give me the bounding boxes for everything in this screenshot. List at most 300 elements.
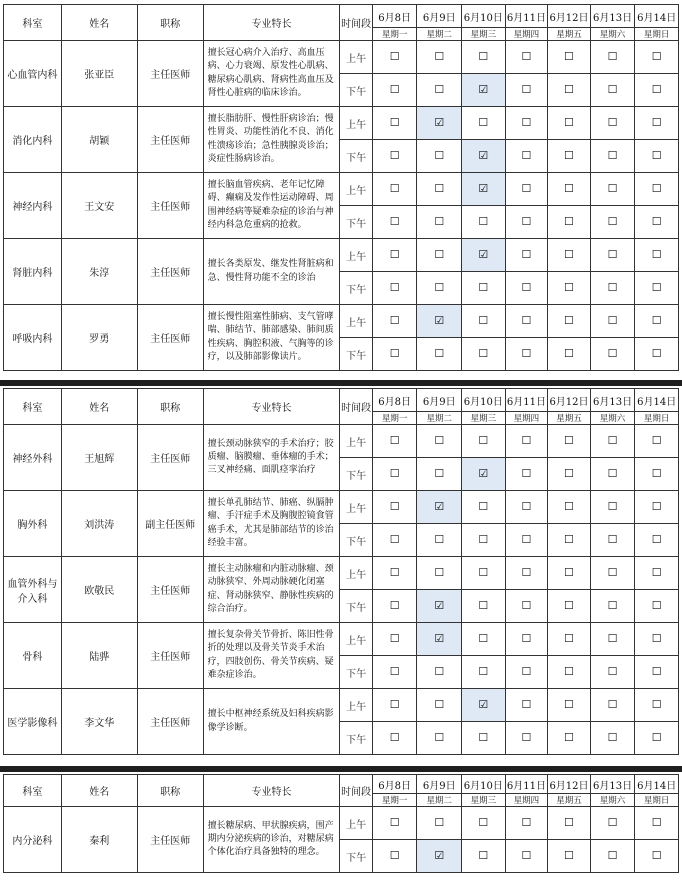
checkbox-icon[interactable]: ☐ <box>389 50 400 63</box>
slot-cell <box>462 722 506 755</box>
doctor-title: 主任医师 <box>137 689 203 755</box>
checkbox-icon[interactable]: ☐ <box>478 500 489 513</box>
checkbox-icon[interactable]: ☐ <box>564 149 574 162</box>
table-row <box>4 689 679 722</box>
slot-cell <box>372 239 417 272</box>
slot-cell <box>590 173 635 206</box>
checkbox-icon[interactable]: ☐ <box>521 731 532 744</box>
checked-checkbox-icon[interactable]: ☑ <box>478 248 489 261</box>
checkbox-icon[interactable]: ☐ <box>607 182 618 195</box>
slot-cell <box>635 840 679 873</box>
table-row <box>4 491 679 524</box>
checkbox-icon[interactable]: ☐ <box>521 116 532 129</box>
slot-cell <box>635 689 679 722</box>
checkbox-icon[interactable]: ☐ <box>564 500 574 513</box>
slot-cell <box>590 623 635 656</box>
slot-cell <box>372 41 417 74</box>
weekday-header: 星期四 <box>505 28 548 41</box>
dept-cell: 神经内科 <box>4 173 62 239</box>
dept-cell: 血管外科与介入科 <box>4 557 62 623</box>
checked-checkbox-icon[interactable]: ☑ <box>434 314 445 327</box>
checkbox-icon[interactable]: ☐ <box>651 83 662 96</box>
checkbox-icon[interactable]: ☐ <box>521 434 532 447</box>
time-slot-label: 上午 <box>340 173 372 206</box>
date-header: 6月10日 <box>462 775 506 794</box>
checkbox-icon[interactable]: ☐ <box>651 731 662 744</box>
checkbox-icon[interactable]: ☐ <box>564 566 574 579</box>
checkbox-icon[interactable]: ☐ <box>478 281 489 294</box>
slot-cell <box>590 140 635 173</box>
doctor-title: 主任医师 <box>137 239 203 305</box>
checkbox-icon[interactable]: ☐ <box>607 248 618 261</box>
slot-cell <box>590 74 635 107</box>
checkbox-icon[interactable]: ☐ <box>607 83 618 96</box>
checked-checkbox-icon[interactable]: ☑ <box>478 698 489 711</box>
checkbox-icon[interactable]: ☐ <box>564 347 574 360</box>
checked-checkbox-icon[interactable]: ☑ <box>478 182 489 195</box>
slot-cell <box>417 722 462 755</box>
weekday-header: 星期二 <box>417 794 462 807</box>
slot-cell <box>372 491 417 524</box>
checkbox-icon[interactable]: ☐ <box>521 83 532 96</box>
checkbox-icon[interactable]: ☐ <box>478 849 489 862</box>
checkbox-icon[interactable]: ☐ <box>521 816 532 829</box>
slot-cell <box>635 338 679 371</box>
specialty-text: 擅长各类原发、继发性肾脏病和急、慢性肾功能不全的诊治 <box>203 239 340 305</box>
checkbox-icon[interactable]: ☐ <box>651 182 662 195</box>
slot-cell <box>590 239 635 272</box>
checkbox-icon[interactable]: ☐ <box>651 434 662 447</box>
specialty-text: 擅长复杂骨关节骨折、陈旧性骨折的处理以及骨关节炎手术治疗，四肢创伤、骨关节疾病、疑难杂症诊治。 <box>203 623 340 689</box>
checkbox-icon[interactable]: ☐ <box>389 467 400 480</box>
checkbox-icon[interactable]: ☐ <box>607 849 618 862</box>
checkbox-icon[interactable]: ☐ <box>651 149 662 162</box>
slot-cell <box>417 491 462 524</box>
checkbox-icon[interactable]: ☐ <box>434 698 445 711</box>
slot-cell <box>635 524 679 557</box>
checkbox-icon[interactable]: ☐ <box>389 116 400 129</box>
checkbox-icon[interactable]: ☐ <box>389 665 400 678</box>
checked-checkbox-icon[interactable]: ☑ <box>434 632 445 645</box>
time-header: 时间段 <box>340 775 372 807</box>
checkbox-icon[interactable]: ☐ <box>521 215 532 228</box>
slot-cell <box>505 722 548 755</box>
slot-cell <box>635 623 679 656</box>
checkbox-icon[interactable]: ☐ <box>607 698 618 711</box>
checkbox-icon[interactable]: ☐ <box>564 182 574 195</box>
checkbox-icon[interactable]: ☐ <box>389 215 400 228</box>
slot-cell <box>590 656 635 689</box>
doctor-name: 秦利 <box>61 807 137 873</box>
checkbox-icon[interactable]: ☐ <box>521 665 532 678</box>
slot-cell <box>590 107 635 140</box>
slot-cell <box>372 425 417 458</box>
checked-checkbox-icon[interactable]: ☑ <box>434 500 445 513</box>
slot-cell <box>635 74 679 107</box>
weekday-header: 星期六 <box>590 28 635 41</box>
slot-cell <box>635 491 679 524</box>
checkbox-icon[interactable]: ☐ <box>564 599 574 612</box>
slot-cell <box>548 840 591 873</box>
weekday-header: 星期四 <box>505 412 548 425</box>
weekday-header: 星期三 <box>462 794 506 807</box>
name-header: 姓名 <box>61 389 137 425</box>
header-row <box>4 5 679 28</box>
checkbox-icon[interactable]: ☐ <box>521 566 532 579</box>
checkbox-icon[interactable]: ☐ <box>607 50 618 63</box>
checkbox-icon[interactable]: ☐ <box>434 248 445 261</box>
slot-cell <box>372 689 417 722</box>
date-header: 6月11日 <box>505 389 548 412</box>
slot-cell <box>505 590 548 623</box>
slot-cell <box>462 656 506 689</box>
doctor-name: 胡颖 <box>61 107 137 173</box>
checkbox-icon[interactable]: ☐ <box>607 347 618 360</box>
checkbox-icon[interactable]: ☐ <box>389 533 400 546</box>
checkbox-icon[interactable]: ☐ <box>389 632 400 645</box>
slot-cell <box>372 338 417 371</box>
checkbox-icon[interactable]: ☐ <box>521 500 532 513</box>
checkbox-icon[interactable]: ☐ <box>389 566 400 579</box>
slot-cell <box>417 807 462 840</box>
checkbox-icon[interactable]: ☐ <box>389 816 400 829</box>
header-row <box>4 775 679 794</box>
checkbox-icon[interactable]: ☐ <box>607 215 618 228</box>
checkbox-icon[interactable]: ☐ <box>651 849 662 862</box>
slot-cell <box>417 41 462 74</box>
slot-cell <box>417 239 462 272</box>
slot-cell <box>548 41 591 74</box>
checkbox-icon[interactable]: ☐ <box>434 533 445 546</box>
slot-cell <box>548 272 591 305</box>
slot-cell <box>505 623 548 656</box>
checkbox-icon[interactable]: ☐ <box>564 248 574 261</box>
table-row <box>4 305 679 338</box>
checkbox-icon[interactable]: ☐ <box>651 116 662 129</box>
name-header: 姓名 <box>61 775 137 807</box>
slot-cell <box>505 41 548 74</box>
checkbox-icon[interactable]: ☐ <box>478 347 489 360</box>
weekday-header: 星期一 <box>372 28 417 41</box>
slot-cell <box>505 206 548 239</box>
time-slot-label: 下午 <box>340 524 372 557</box>
weekday-header: 星期二 <box>417 28 462 41</box>
slot-cell <box>462 590 506 623</box>
checkbox-icon[interactable]: ☐ <box>434 50 445 63</box>
slot-cell <box>590 491 635 524</box>
slot-cell <box>417 338 462 371</box>
slot-cell <box>462 239 506 272</box>
slot-cell <box>635 173 679 206</box>
slot-cell <box>372 107 417 140</box>
checkbox-icon[interactable]: ☐ <box>521 50 532 63</box>
slot-cell <box>590 840 635 873</box>
slot-cell <box>590 689 635 722</box>
checkbox-icon[interactable]: ☐ <box>651 816 662 829</box>
time-slot-label: 下午 <box>340 338 372 371</box>
checkbox-icon[interactable]: ☐ <box>651 599 662 612</box>
checkbox-icon[interactable]: ☐ <box>564 281 574 294</box>
checkbox-icon[interactable]: ☐ <box>521 182 532 195</box>
date-header: 6月8日 <box>372 389 417 412</box>
doctor-title: 主任医师 <box>137 305 203 371</box>
slot-cell <box>372 524 417 557</box>
checkbox-icon[interactable]: ☐ <box>521 347 532 360</box>
checkbox-icon[interactable]: ☐ <box>607 434 618 447</box>
slot-cell <box>462 557 506 590</box>
slot-cell <box>462 41 506 74</box>
date-header: 6月12日 <box>548 5 591 28</box>
checkbox-icon[interactable]: ☐ <box>651 500 662 513</box>
schedule-table <box>3 4 679 371</box>
checkbox-icon[interactable]: ☐ <box>478 50 489 63</box>
checkbox-icon[interactable]: ☐ <box>564 731 574 744</box>
checkbox-icon[interactable]: ☐ <box>478 816 489 829</box>
checkbox-icon[interactable]: ☐ <box>434 434 445 447</box>
checkbox-icon[interactable]: ☐ <box>651 314 662 327</box>
checkbox-icon[interactable]: ☐ <box>564 632 574 645</box>
checkbox-icon[interactable]: ☐ <box>564 665 574 678</box>
checkbox-icon[interactable]: ☐ <box>389 849 400 862</box>
slot-cell <box>590 590 635 623</box>
slot-cell <box>590 206 635 239</box>
checked-checkbox-icon[interactable]: ☑ <box>434 849 445 862</box>
checkbox-icon[interactable]: ☐ <box>389 83 400 96</box>
slot-cell <box>462 107 506 140</box>
checked-checkbox-icon[interactable]: ☑ <box>478 149 489 162</box>
checkbox-icon[interactable]: ☐ <box>434 731 445 744</box>
time-slot-label: 上午 <box>340 41 372 74</box>
slot-cell <box>635 656 679 689</box>
slot-cell <box>505 524 548 557</box>
slot-cell <box>505 338 548 371</box>
slot-cell <box>417 140 462 173</box>
checkbox-icon[interactable]: ☐ <box>389 500 400 513</box>
specialty-text: 擅长脑血管疾病、老年记忆障碍、癫痫及发作性运动障碍、周围神经病等疑难杂症的诊治与神经内科急危重病的抢救。 <box>203 173 340 239</box>
checkbox-icon[interactable]: ☐ <box>607 665 618 678</box>
checkbox-icon[interactable]: ☐ <box>564 849 574 862</box>
checkbox-icon[interactable]: ☐ <box>521 849 532 862</box>
weekday-header: 星期六 <box>590 412 635 425</box>
checked-checkbox-icon[interactable]: ☑ <box>478 83 489 96</box>
checkbox-icon[interactable]: ☐ <box>564 83 574 96</box>
checkbox-icon[interactable]: ☐ <box>434 816 445 829</box>
checkbox-icon[interactable]: ☐ <box>521 698 532 711</box>
checkbox-icon[interactable]: ☐ <box>389 599 400 612</box>
weekday-header: 星期日 <box>635 794 679 807</box>
checkbox-icon[interactable]: ☐ <box>651 215 662 228</box>
checkbox-icon[interactable]: ☐ <box>564 533 574 546</box>
doctor-name: 王旭辉 <box>61 425 137 491</box>
time-slot-label: 下午 <box>340 272 372 305</box>
dept-cell: 呼吸内科 <box>4 305 62 371</box>
checkbox-icon[interactable]: ☐ <box>651 281 662 294</box>
slot-cell <box>548 689 591 722</box>
slot-cell <box>635 425 679 458</box>
checkbox-icon[interactable]: ☐ <box>478 599 489 612</box>
slot-cell <box>417 623 462 656</box>
checkbox-icon[interactable]: ☐ <box>478 566 489 579</box>
checkbox-icon[interactable]: ☐ <box>564 50 574 63</box>
checked-checkbox-icon[interactable]: ☑ <box>478 467 489 480</box>
checkbox-icon[interactable]: ☐ <box>607 599 618 612</box>
checked-checkbox-icon[interactable]: ☑ <box>434 116 445 129</box>
slot-cell <box>462 206 506 239</box>
slot-cell <box>417 840 462 873</box>
slot-cell <box>635 107 679 140</box>
checkbox-icon[interactable]: ☐ <box>651 533 662 546</box>
date-header: 6月14日 <box>635 389 679 412</box>
checkbox-icon[interactable]: ☐ <box>564 215 574 228</box>
section-divider <box>0 380 682 386</box>
checkbox-icon[interactable]: ☐ <box>607 149 618 162</box>
slot-cell <box>548 305 591 338</box>
checkbox-icon[interactable]: ☐ <box>607 566 618 579</box>
checkbox-icon[interactable]: ☐ <box>478 215 489 228</box>
slot-cell <box>505 557 548 590</box>
checkbox-icon[interactable]: ☐ <box>434 347 445 360</box>
slot-cell <box>372 807 417 840</box>
checkbox-icon[interactable]: ☐ <box>434 566 445 579</box>
checkbox-icon[interactable]: ☐ <box>651 347 662 360</box>
doctor-name: 罗勇 <box>61 305 137 371</box>
checkbox-icon[interactable]: ☐ <box>521 632 532 645</box>
checkbox-icon[interactable]: ☐ <box>607 533 618 546</box>
weekday-header: 星期二 <box>417 412 462 425</box>
checkbox-icon[interactable]: ☐ <box>389 248 400 261</box>
slot-cell <box>417 458 462 491</box>
slot-cell <box>548 807 591 840</box>
slot-cell <box>548 623 591 656</box>
checkbox-icon[interactable]: ☐ <box>434 182 445 195</box>
checkbox-icon[interactable]: ☐ <box>478 731 489 744</box>
slot-cell <box>548 425 591 458</box>
checkbox-icon[interactable]: ☐ <box>564 434 574 447</box>
checkbox-icon[interactable]: ☐ <box>651 665 662 678</box>
slot-cell <box>635 206 679 239</box>
weekday-header: 星期三 <box>462 412 506 425</box>
slot-cell <box>505 656 548 689</box>
slot-cell <box>590 557 635 590</box>
table-row <box>4 173 679 206</box>
slot-cell <box>635 458 679 491</box>
weekday-header: 星期一 <box>372 412 417 425</box>
checkbox-icon[interactable]: ☐ <box>521 533 532 546</box>
checkbox-icon[interactable]: ☐ <box>521 248 532 261</box>
date-header: 6月13日 <box>590 5 635 28</box>
checkbox-icon[interactable]: ☐ <box>521 467 532 480</box>
time-slot-label: 上午 <box>340 239 372 272</box>
slot-cell <box>548 74 591 107</box>
checkbox-icon[interactable]: ☐ <box>521 314 532 327</box>
specialty-text: 擅长主动脉瘤和内脏动脉瘤、颈动脉狭窄、外周动脉硬化闭塞症、肾动脉狭窄、静脉性疾病的综合治疗。 <box>203 557 340 623</box>
slot-cell <box>590 807 635 840</box>
dept-header: 科室 <box>4 775 62 807</box>
checkbox-icon[interactable]: ☐ <box>478 533 489 546</box>
checkbox-icon[interactable]: ☐ <box>389 434 400 447</box>
slot-cell <box>548 590 591 623</box>
checkbox-icon[interactable]: ☐ <box>478 116 489 129</box>
checked-checkbox-icon[interactable]: ☑ <box>434 599 445 612</box>
checkbox-icon[interactable]: ☐ <box>434 665 445 678</box>
date-header: 6月13日 <box>590 775 635 794</box>
checkbox-icon[interactable]: ☐ <box>651 698 662 711</box>
checkbox-icon[interactable]: ☐ <box>607 731 618 744</box>
checkbox-icon[interactable]: ☐ <box>434 149 445 162</box>
checkbox-icon[interactable]: ☐ <box>651 248 662 261</box>
date-header: 6月14日 <box>635 775 679 794</box>
checkbox-icon[interactable]: ☐ <box>478 434 489 447</box>
slot-cell <box>462 458 506 491</box>
checkbox-icon[interactable]: ☐ <box>564 116 574 129</box>
checkbox-icon[interactable]: ☐ <box>521 599 532 612</box>
checkbox-icon[interactable]: ☐ <box>607 500 618 513</box>
checkbox-icon[interactable]: ☐ <box>389 731 400 744</box>
checkbox-icon[interactable]: ☐ <box>521 149 532 162</box>
checkbox-icon[interactable]: ☐ <box>651 566 662 579</box>
checkbox-icon[interactable]: ☐ <box>389 698 400 711</box>
checkbox-icon[interactable]: ☐ <box>389 149 400 162</box>
checkbox-icon[interactable]: ☐ <box>651 632 662 645</box>
checkbox-icon[interactable]: ☐ <box>478 665 489 678</box>
specialty-header: 专业特长 <box>203 389 340 425</box>
doctor-title: 主任医师 <box>137 807 203 873</box>
slot-cell <box>462 173 506 206</box>
checkbox-icon[interactable]: ☐ <box>389 314 400 327</box>
slot-cell <box>417 656 462 689</box>
slot-cell <box>462 689 506 722</box>
checkbox-icon[interactable]: ☐ <box>651 467 662 480</box>
checkbox-icon[interactable]: ☐ <box>607 116 618 129</box>
checkbox-icon[interactable]: ☐ <box>564 698 574 711</box>
checkbox-icon[interactable]: ☐ <box>607 632 618 645</box>
specialty-header: 专业特长 <box>203 5 340 41</box>
slot-cell <box>548 557 591 590</box>
slot-cell <box>372 305 417 338</box>
checkbox-icon[interactable]: ☐ <box>651 50 662 63</box>
slot-cell <box>590 272 635 305</box>
checkbox-icon[interactable]: ☐ <box>607 314 618 327</box>
checkbox-icon[interactable]: ☐ <box>434 281 445 294</box>
slot-cell <box>590 338 635 371</box>
table-row <box>4 425 679 458</box>
slot-cell <box>372 656 417 689</box>
schedule-table <box>3 774 679 873</box>
checkbox-icon[interactable]: ☐ <box>389 182 400 195</box>
checkbox-icon[interactable]: ☐ <box>607 816 618 829</box>
checkbox-icon[interactable]: ☐ <box>478 632 489 645</box>
checkbox-icon[interactable]: ☐ <box>389 281 400 294</box>
checkbox-icon[interactable]: ☐ <box>564 467 574 480</box>
checkbox-icon[interactable]: ☐ <box>564 314 574 327</box>
slot-cell <box>462 74 506 107</box>
slot-cell <box>548 656 591 689</box>
checkbox-icon[interactable]: ☐ <box>564 816 574 829</box>
checkbox-icon[interactable]: ☐ <box>389 347 400 360</box>
checkbox-icon[interactable]: ☐ <box>434 215 445 228</box>
checkbox-icon[interactable]: ☐ <box>434 83 445 96</box>
checkbox-icon[interactable]: ☐ <box>607 467 618 480</box>
checkbox-icon[interactable]: ☐ <box>434 467 445 480</box>
time-slot-label: 上午 <box>340 107 372 140</box>
checkbox-icon[interactable]: ☐ <box>521 281 532 294</box>
checkbox-icon[interactable]: ☐ <box>478 314 489 327</box>
slot-cell <box>505 173 548 206</box>
weekday-header: 星期五 <box>548 28 591 41</box>
slot-cell <box>462 524 506 557</box>
slot-cell <box>372 272 417 305</box>
checkbox-icon[interactable]: ☐ <box>607 281 618 294</box>
